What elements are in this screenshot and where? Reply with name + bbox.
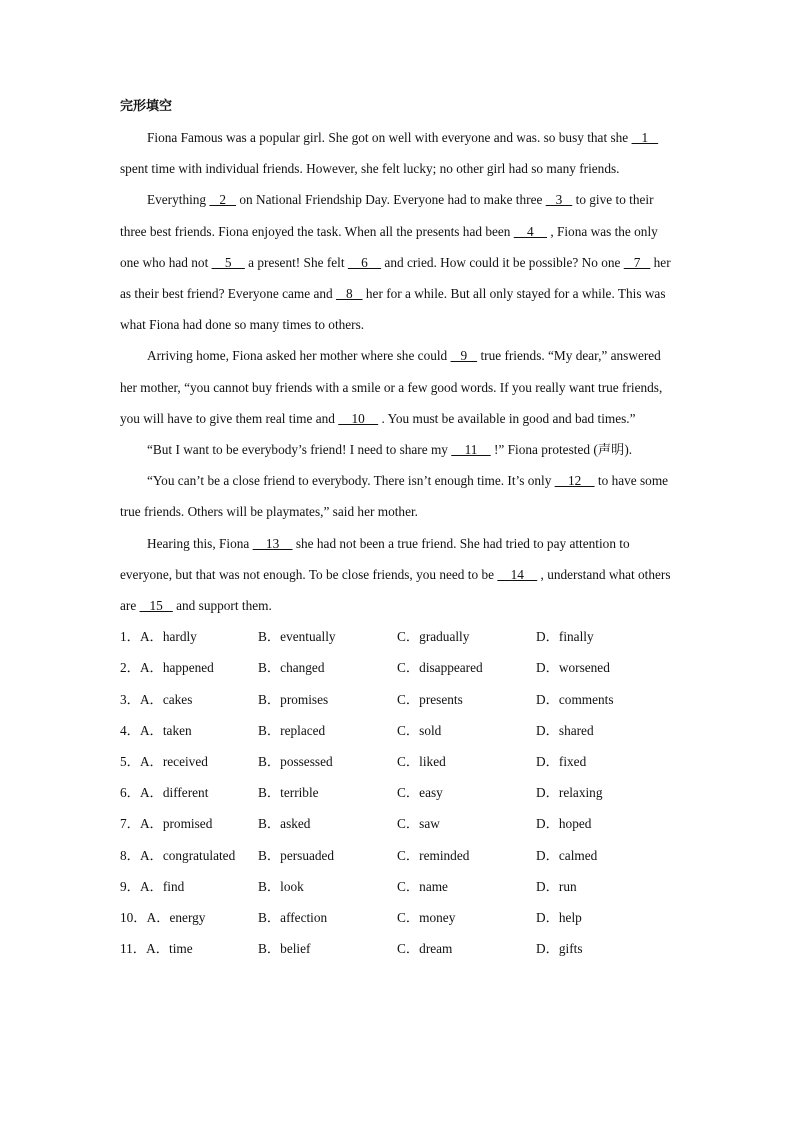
blank-number: 2 [209, 192, 237, 208]
option-c: C．dream [397, 941, 453, 957]
passage-text: true friends. “My dear,” answered her mother, “you cannot buy friends with a smile or a few good words. If you really want true friends, you will have to give them real time and [120, 348, 663, 426]
blank-number: 14 [497, 566, 538, 582]
question-options-row [120, 746, 680, 777]
question-number: 9． [120, 878, 140, 894]
passage-text: . You must be available in good and bad times.” [378, 410, 636, 426]
option-c: C．easy [397, 785, 443, 801]
passage-text: Everything [147, 192, 210, 208]
passage-text: , Fiona was the only one who had not [120, 223, 658, 270]
option-a [120, 715, 258, 746]
answer-options [120, 621, 680, 964]
cloze-passage [120, 122, 680, 621]
option-c: C．money [397, 909, 456, 925]
option-a-text: A．different [139, 785, 209, 801]
option-b: B．affection [258, 909, 328, 925]
question-options-row [120, 777, 680, 808]
blank-number: 6 [347, 254, 382, 270]
option-d: D．run [536, 878, 577, 894]
option-c: C．saw [397, 816, 440, 832]
blank-number: 10 [338, 410, 379, 426]
option-a [120, 777, 258, 808]
blank-number: 15 [139, 598, 173, 614]
option-a-text: A．energy [146, 909, 206, 925]
option-a-text: A．time [146, 941, 193, 957]
passage-text: a present! She felt [244, 254, 348, 270]
option-b: B．possessed [258, 754, 333, 769]
blank-number: 12 [554, 473, 595, 489]
question-options-row [120, 902, 680, 933]
question-number: 2． [120, 660, 140, 676]
section-title: 完形填空 [120, 99, 173, 114]
option-d: D．finally [536, 629, 594, 645]
blank-number: 8 [335, 286, 363, 302]
question-number: 4． [120, 722, 140, 738]
option-a [120, 840, 258, 871]
option-d: D．help [536, 909, 582, 925]
option-d: D．gifts [536, 941, 583, 957]
question-options-row [120, 621, 680, 652]
option-a [120, 933, 258, 964]
option-d: D．shared [536, 722, 594, 738]
question-number: 3． [120, 691, 140, 707]
option-b: B．promises [258, 691, 329, 707]
option-c: C．reminded [397, 847, 470, 863]
passage-text: and cried. How could it be possible? No one [381, 254, 624, 270]
passage-text: her for a while. But all only stayed for a while. This was what Fiona had done so many times to others. [120, 286, 666, 333]
question-options-row [120, 840, 680, 871]
option-a-text: A．cakes [139, 691, 193, 707]
option-c: C．presents [397, 691, 463, 707]
option-a-text: A．hardly [139, 629, 197, 645]
question-number: 5． [120, 754, 140, 769]
option-d: D．calmed [536, 847, 598, 863]
option-a-text: A．received [139, 754, 208, 769]
question-number: 7． [120, 816, 140, 832]
blank-number: 11 [451, 442, 491, 458]
question-options-row [120, 684, 680, 715]
passage-text: Fiona Famous was a popular girl. She got on well with everyone and was. so busy that she [147, 130, 632, 145]
question-number: 8． [120, 847, 140, 863]
passage-text: she had not been a true friend. She had tried to pay attention to everyone, but that was not enough. To be close friends, you need to be [120, 535, 630, 582]
option-a-text: A．taken [139, 722, 192, 738]
option-a [120, 808, 258, 839]
passage-text: , understand what others are [120, 566, 671, 614]
option-a [120, 684, 258, 715]
option-b: B．eventually [258, 629, 336, 645]
passage-text: on National Friendship Day. Everyone had to make three [236, 192, 546, 208]
passage-paragraph [120, 340, 680, 434]
option-c: C．name [397, 878, 448, 894]
passage-text: “You can’t be a close friend to everybody. There isn’t enough time. It’s only [147, 473, 555, 489]
question-options-row [120, 652, 680, 683]
passage-paragraph [120, 122, 680, 184]
option-b: B．asked [258, 816, 311, 832]
question-number: 10． [120, 909, 147, 925]
option-c: C．liked [397, 754, 446, 769]
passage-paragraph [120, 465, 680, 527]
question-options-row [120, 933, 680, 964]
document-page [120, 98, 680, 964]
passage-text: and support them. [172, 598, 272, 614]
blank-number: 3 [545, 192, 573, 208]
question-number: 11． [120, 941, 147, 957]
question-number: 6． [120, 785, 140, 801]
option-b: B．replaced [258, 722, 326, 738]
option-a-text: A．find [139, 878, 185, 894]
option-b: B．terrible [258, 785, 319, 801]
blank-number: 4 [513, 223, 547, 239]
blank-number: 1 [631, 130, 659, 145]
passage-text: spent time with individual friends. However, she felt lucky; no other girl had so many friends. [120, 161, 620, 177]
option-b: B．persuaded [258, 847, 335, 863]
passage-text: “But I want to be everybody’s friend! I need to share my [147, 442, 452, 458]
option-a [120, 746, 258, 777]
passage-text: Hearing this, Fiona [147, 535, 253, 551]
question-options-row [120, 808, 680, 839]
option-c: C．sold [397, 722, 442, 738]
question-number: 1． [120, 629, 140, 645]
option-a-text: A．happened [139, 660, 214, 676]
blank-number: 7 [623, 254, 651, 270]
option-d: D．worsened [536, 660, 610, 676]
option-b: B．look [258, 878, 304, 894]
passage-text: Arriving home, Fiona asked her mother where she could [147, 348, 451, 364]
passage-paragraph [120, 528, 680, 622]
option-a [120, 652, 258, 683]
passage-text: her as their best friend? Everyone came and [120, 254, 671, 302]
option-a-text: A．congratulated [139, 847, 236, 863]
passage-paragraph [120, 184, 680, 340]
question-options-row [120, 871, 680, 902]
option-c: C．gradually [397, 629, 470, 645]
passage-paragraph [120, 434, 680, 465]
passage-text: to give to their three best friends. Fiona enjoyed the task. When all the presents had been [120, 192, 654, 239]
option-d: D．hoped [536, 816, 592, 832]
option-d: D．relaxing [536, 785, 603, 801]
passage-text: to have some true friends. Others will be playmates,” said her mother. [120, 473, 669, 520]
option-c: C．disappeared [397, 660, 483, 676]
option-b: B．belief [258, 941, 311, 957]
option-d: D．comments [536, 691, 614, 707]
blank-number: 13 [252, 535, 293, 551]
option-a [120, 902, 258, 933]
option-a-text: A．promised [139, 816, 213, 832]
option-d: D．fixed [536, 754, 587, 769]
passage-text: !” Fiona protested (声明). [490, 442, 633, 458]
option-a [120, 621, 258, 652]
blank-number: 5 [211, 254, 245, 270]
option-a [120, 871, 258, 902]
question-options-row [120, 715, 680, 746]
blank-number: 9 [450, 348, 478, 364]
option-b: B．changed [258, 660, 325, 676]
